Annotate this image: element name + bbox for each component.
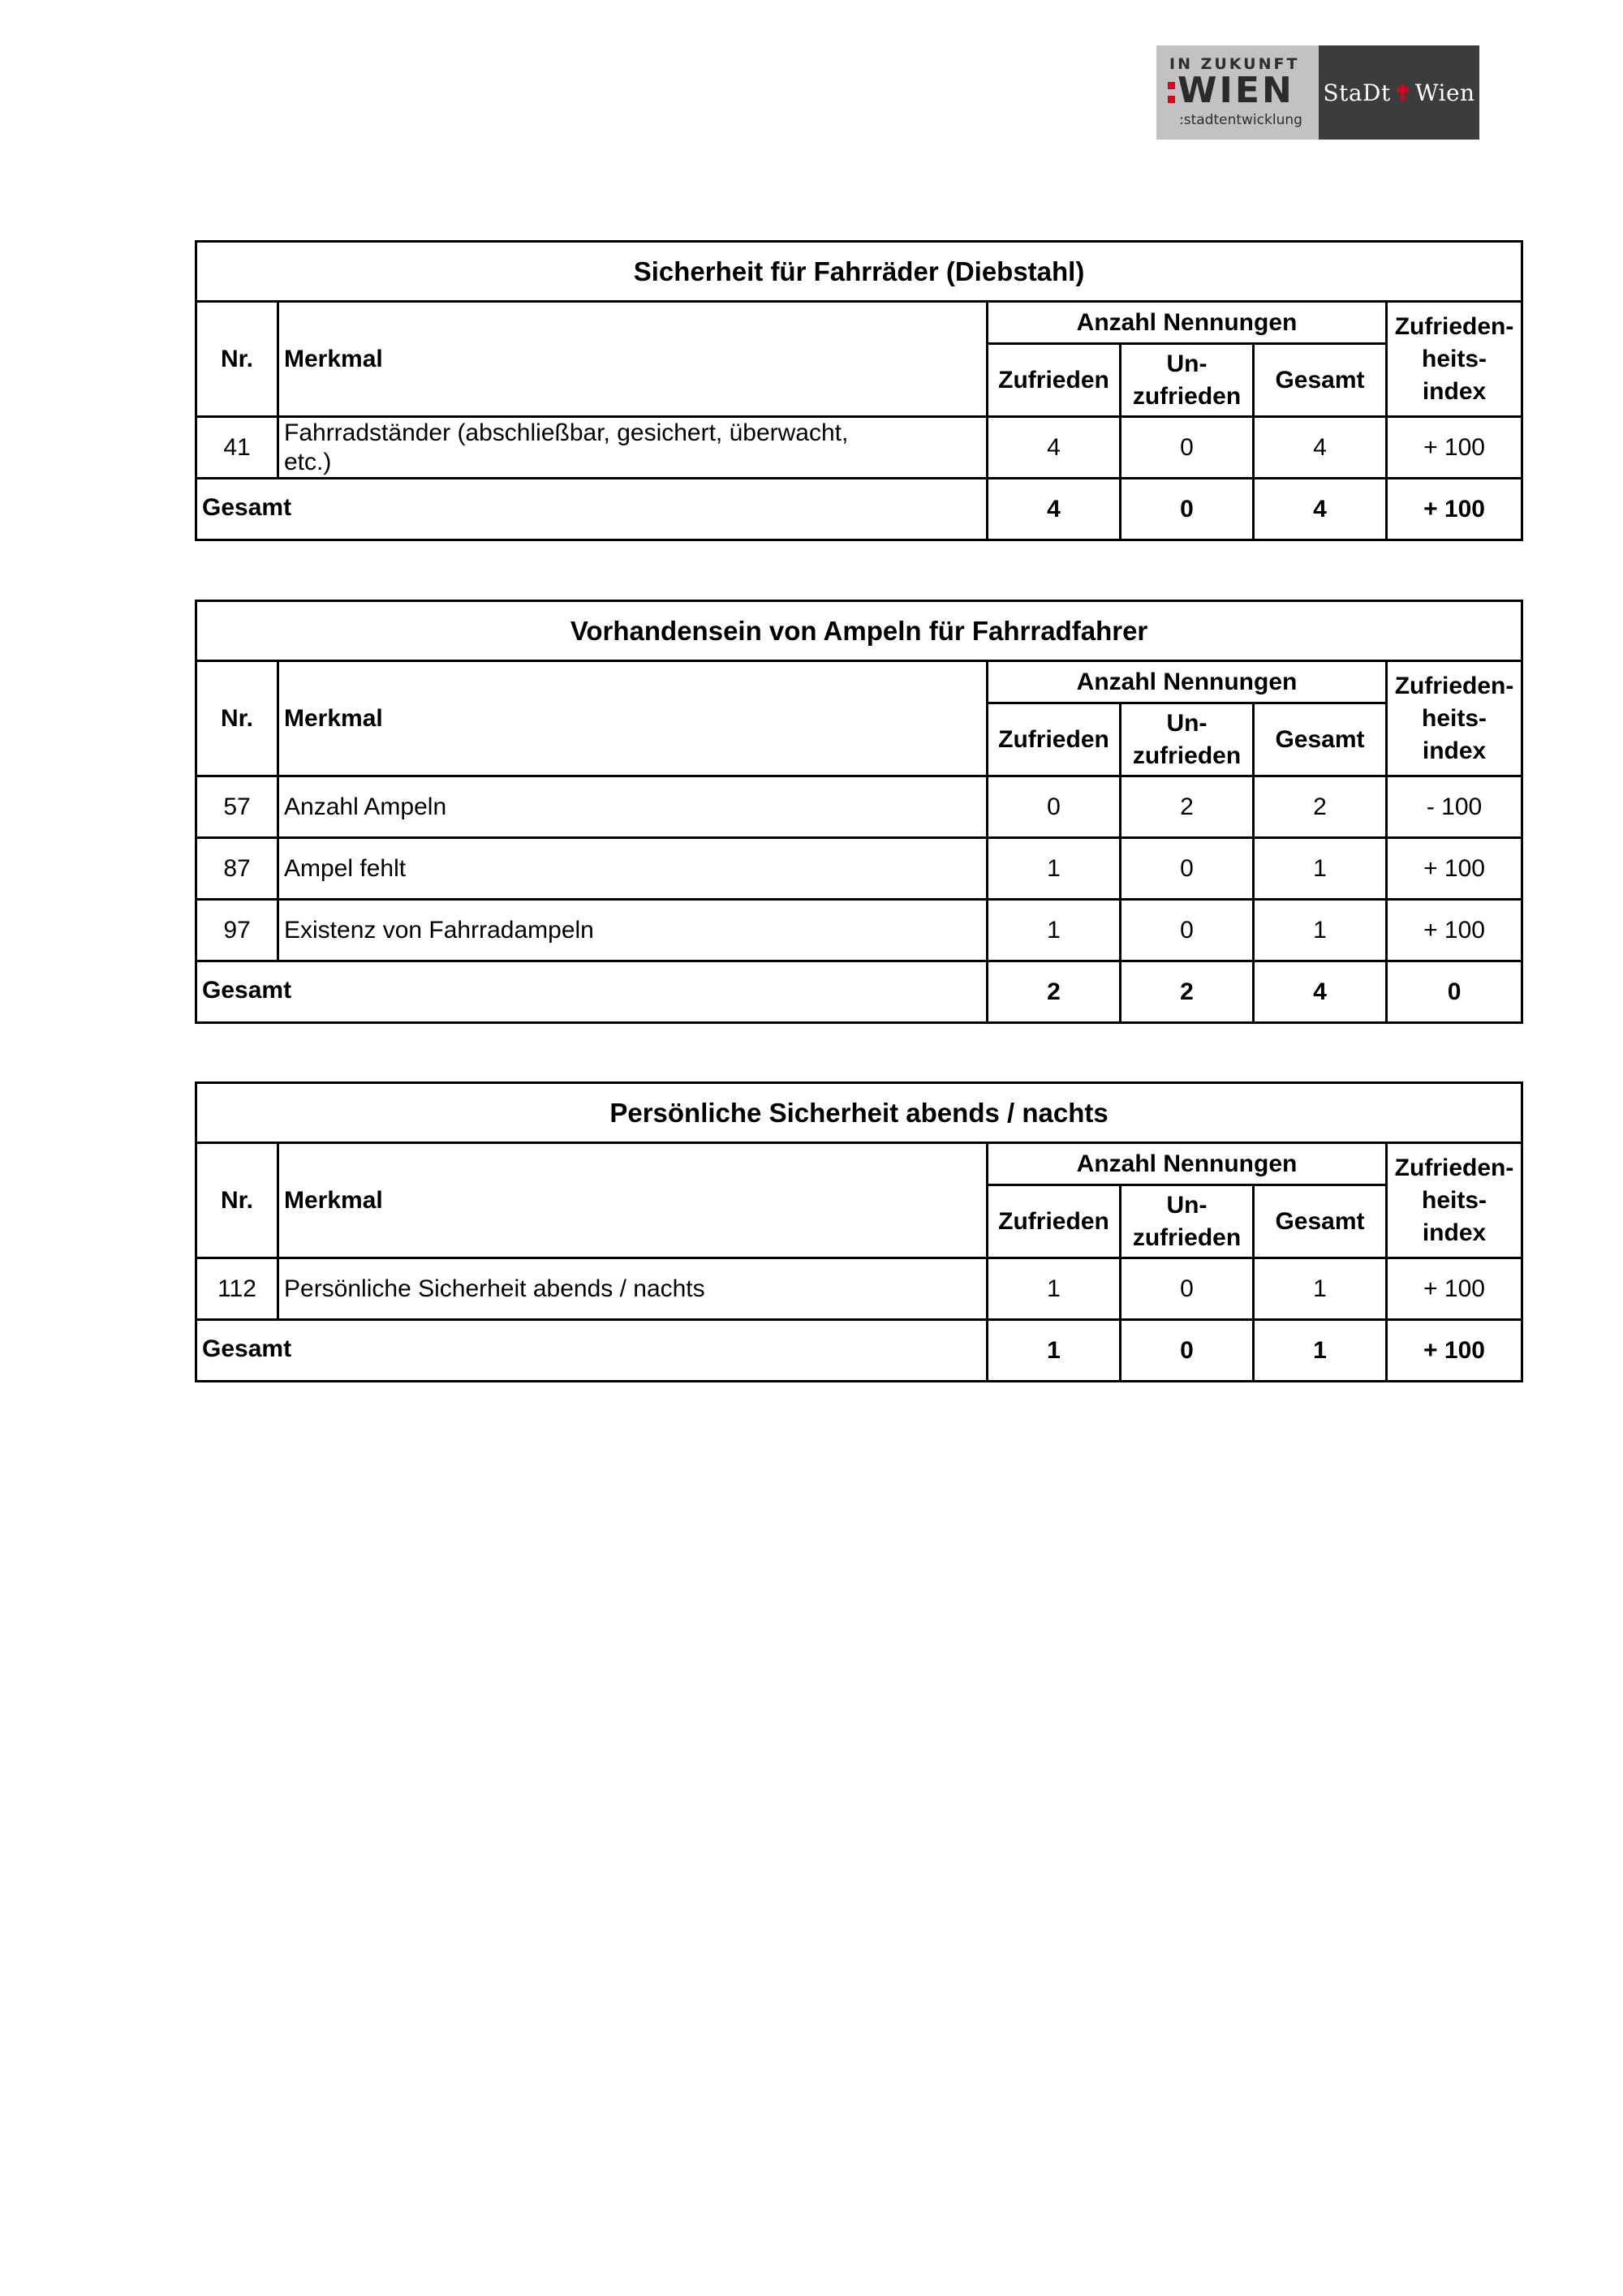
table-title: Vorhandensein von Ampeln für Fahrradfahrer — [196, 601, 1522, 661]
header-unzufrieden: Un- zufrieden — [1121, 703, 1254, 776]
row-index: + 100 — [1387, 1258, 1522, 1320]
header-anzahl-nennungen: Anzahl Nennungen — [988, 661, 1387, 703]
logo-dots — [1168, 82, 1175, 110]
table-row — [196, 838, 1522, 900]
header-merkmal: Merkmal — [278, 302, 988, 417]
table-persoenliche-sicherheit — [195, 1081, 1523, 1382]
row-unzufrieden: 0 — [1121, 1258, 1254, 1320]
row-nr: 87 — [196, 838, 278, 900]
row-zufrieden: 1 — [988, 838, 1121, 900]
header-gesamt: Gesamt — [1254, 1185, 1387, 1258]
row-zufrieden: 0 — [988, 776, 1121, 838]
total-index: 0 — [1387, 961, 1522, 1023]
header-index: Zufrieden- heits- index — [1387, 661, 1522, 776]
total-index: + 100 — [1387, 1320, 1522, 1382]
total-zufrieden: 1 — [988, 1320, 1121, 1382]
logo-wien-text: Wien — [1414, 79, 1475, 106]
row-nr: 97 — [196, 900, 278, 961]
table-title: Sicherheit für Fahrräder (Diebstahl) — [196, 242, 1522, 302]
logo-sub-text: :stadtentwicklung — [1179, 112, 1302, 128]
row-gesamt: 1 — [1254, 1258, 1387, 1320]
table-row — [196, 776, 1522, 838]
total-row — [196, 1320, 1522, 1382]
header-zufrieden: Zufrieden — [988, 1185, 1121, 1258]
header-merkmal: Merkmal — [278, 1143, 988, 1258]
logo — [1156, 45, 1479, 140]
row-index: + 100 — [1387, 417, 1522, 479]
header-unzufrieden: Un- zufrieden — [1121, 1185, 1254, 1258]
table-row — [196, 900, 1522, 961]
total-zufrieden: 4 — [988, 479, 1121, 540]
total-label: Gesamt — [196, 479, 988, 540]
row-zufrieden: 4 — [988, 417, 1121, 479]
header-gesamt: Gesamt — [1254, 344, 1387, 417]
row-merkmal: Ampel fehlt — [278, 838, 988, 900]
header-anzahl-nennungen: Anzahl Nennungen — [988, 1143, 1387, 1185]
row-merkmal: Anzahl Ampeln — [278, 776, 988, 838]
logo-stadt-wien — [1319, 45, 1479, 140]
table-row — [196, 1258, 1522, 1320]
header-zufrieden: Zufrieden — [988, 703, 1121, 776]
table-title: Persönliche Sicherheit abends / nachts — [196, 1083, 1522, 1143]
table-ampeln — [195, 600, 1523, 1024]
row-index: + 100 — [1387, 900, 1522, 961]
total-unzufrieden: 2 — [1121, 961, 1254, 1023]
total-row — [196, 479, 1522, 540]
row-nr: 41 — [196, 417, 278, 479]
row-unzufrieden: 0 — [1121, 900, 1254, 961]
total-label: Gesamt — [196, 961, 988, 1023]
row-unzufrieden: 2 — [1121, 776, 1254, 838]
header-anzahl-nennungen: Anzahl Nennungen — [988, 302, 1387, 344]
total-label: Gesamt — [196, 1320, 988, 1382]
row-index: + 100 — [1387, 838, 1522, 900]
total-gesamt: 1 — [1254, 1320, 1387, 1382]
header-index: Zufrieden- heits- index — [1387, 1143, 1522, 1258]
row-merkmal: Existenz von Fahrradampeln — [278, 900, 988, 961]
cross-icon: ✝ — [1393, 79, 1413, 106]
total-gesamt: 4 — [1254, 479, 1387, 540]
logo-stadt-text: StaDt — [1323, 79, 1391, 106]
row-nr: 57 — [196, 776, 278, 838]
row-unzufrieden: 0 — [1121, 417, 1254, 479]
total-index: + 100 — [1387, 479, 1522, 540]
header-index: Zufrieden- heits- index — [1387, 302, 1522, 417]
row-gesamt: 2 — [1254, 776, 1387, 838]
logo-top-text: IN ZUKUNFT — [1169, 55, 1300, 73]
row-zufrieden: 1 — [988, 900, 1121, 961]
row-zufrieden: 1 — [988, 1258, 1121, 1320]
row-merkmal: Fahrradständer (abschließbar, gesichert, überwacht, etc.) — [278, 417, 988, 479]
row-gesamt: 1 — [1254, 838, 1387, 900]
header-nr: Nr. — [196, 302, 278, 417]
total-row — [196, 961, 1522, 1023]
total-zufrieden: 2 — [988, 961, 1121, 1023]
header-unzufrieden: Un- zufrieden — [1121, 344, 1254, 417]
total-gesamt: 4 — [1254, 961, 1387, 1023]
row-merkmal: Persönliche Sicherheit abends / nachts — [278, 1258, 988, 1320]
header-nr: Nr. — [196, 661, 278, 776]
header-gesamt: Gesamt — [1254, 703, 1387, 776]
row-nr: 112 — [196, 1258, 278, 1320]
row-gesamt: 4 — [1254, 417, 1387, 479]
total-unzufrieden: 0 — [1121, 1320, 1254, 1382]
logo-big-text: WIEN — [1177, 70, 1294, 111]
header-merkmal: Merkmal — [278, 661, 988, 776]
header-nr: Nr. — [196, 1143, 278, 1258]
table-row — [196, 417, 1522, 479]
row-unzufrieden: 0 — [1121, 838, 1254, 900]
table-fahrrad-diebstahl — [195, 240, 1523, 541]
logo-zukunft-wien — [1156, 45, 1319, 140]
header-zufrieden: Zufrieden — [988, 344, 1121, 417]
total-unzufrieden: 0 — [1121, 479, 1254, 540]
row-gesamt: 1 — [1254, 900, 1387, 961]
row-index: - 100 — [1387, 776, 1522, 838]
